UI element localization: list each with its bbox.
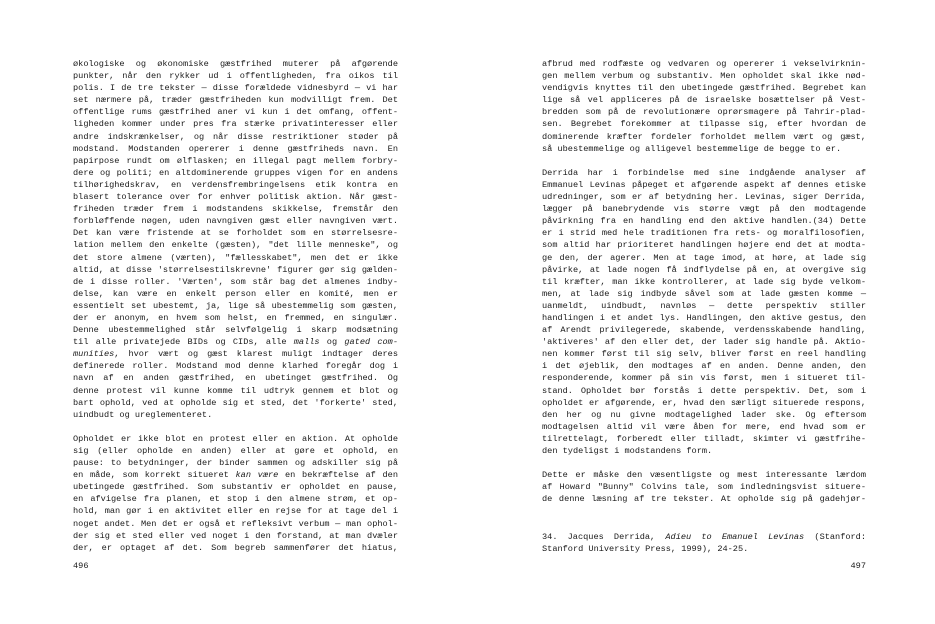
text-line: dere og politi; en altdominerende gruppes vigen for en andens — [73, 167, 398, 178]
paragraph — [73, 433, 398, 554]
text-line: opholdet er afgørende, er, hvad den særligt situerede respons, — [542, 397, 866, 408]
text-line: uanmeldt, uindbudt, navnløs — dette perspektiv stiller — [542, 300, 866, 311]
text-line: Emmanuel Levinas påpeget et afgørende aspekt af dennes etiske — [542, 179, 866, 190]
text-line: men, at lade sig indbyde såvel som at lade gæsten komme — — [542, 288, 866, 299]
text-line: noget andet. Men det er også et refleksivt verbum — man ophol- — [73, 518, 398, 529]
text-line: definerede roller. Modstand mod denne klarhed foregår dog i — [73, 361, 398, 372]
text-line: 'aktiveres' af den eller det, der lader sig handle på. Aktio- — [542, 337, 866, 348]
text-line: stand. Opholdet bør forstås i dette perspektiv. Det, som i — [542, 385, 866, 396]
text-line: bredden som på de revolutionære oprørsmagere på Tahrir-plad- — [542, 107, 866, 118]
text-line: denne protest vil kunne komme til udtryk gennem et blot og — [73, 385, 398, 396]
text-line: i det øjeblik, den modtages af en anden. Denne anden, den — [542, 361, 866, 372]
text-line: uindbudt og ureglementeret. — [73, 409, 213, 420]
text-line: blasert tolerance over for enhver politisk aktion. Når gæst- — [73, 192, 398, 203]
text-line: ubetingede gæstfrihed. Som substantiv er opholdet en pause, — [73, 482, 398, 493]
text-line: er i strid med hele traditionen fra rets- og moralfilosofien, — [542, 228, 866, 239]
text-line: handlingen i et andet lys. Handlingen, den aktive gestus, den — [542, 312, 866, 323]
text-line: Derrida har i forbindelse med sine indgående analyser af — [542, 167, 866, 178]
text-line: ligheden kommer under pres fra stærke privatinteresser eller — [73, 119, 398, 130]
text-line: navn af en anden gæstfrihed, en ubetinget gæstfrihed. Og — [73, 373, 398, 384]
text-line: Stanford University Press, 1999), 24-25. — [542, 544, 749, 555]
text-line: der, er optaget af det. Som begreb sammenfører det hiatus, — [73, 542, 398, 553]
text-line: nen kommer først til sig selv, bliver først en reel handling — [542, 349, 866, 360]
text-line: gen mellem verbum og substantiv. Men opholdet skal ikke nød- — [542, 71, 866, 82]
paragraph — [542, 469, 866, 505]
paragraph — [73, 58, 398, 421]
text-line: afbrud med rodfæste og vedvaren og opererer i vekselvirknin- — [542, 59, 866, 69]
text-line: lige så vel appliceres på de israelske bosættelser på Vest- — [542, 95, 866, 106]
text-line: altid, at disse 'størrelsestilskrevne' figurer gør sig gælden- — [73, 264, 398, 275]
footnote — [542, 531, 866, 555]
text-line: lægger på banebrydende vis større vægt på den modtagende — [542, 204, 866, 215]
text-line: bart ophold, ved at opholde sig et sted, det 'forkerte' sted, — [73, 397, 398, 408]
left-page-text — [73, 58, 398, 554]
text-line: udredninger, som er af betydning her. Levinas, siger Derrida, — [542, 192, 866, 203]
text-line: tilrettelagt, forberedt eller tilladt, skimter vi gæstfrihe- — [542, 433, 866, 444]
text-line: responderende, kommer på sin vis først, men i situeret til- — [542, 373, 866, 384]
text-line: Denne ubestemmelighed står selvfølgelig i skarp modsætning — [73, 325, 398, 336]
text-line: munities, hvor vært og gæst klarest muligt indtager deres — [73, 349, 398, 360]
text-line: sig (eller opholde en anden) eller at gøre et ophold, en — [73, 446, 398, 456]
text-line: Det kan være fristende at se forholdet som en størrelsesre- — [73, 228, 398, 239]
text-line: friheden træder frem i modstandens skikkelse, fremstår den — [73, 204, 398, 215]
paragraph — [542, 531, 866, 555]
text-line: forbløffende nøgen, uden navngiven gæst eller navngiven vært. — [73, 216, 398, 227]
text-line: de i disse roller. 'Værten', som står bag det almenes indby- — [73, 276, 398, 287]
text-line: Opholdet er ikke blot en protest eller en aktion. At opholde — [73, 433, 398, 444]
paragraph — [542, 58, 866, 155]
text-line: polis. I de tre tekster — disse forældede vidnesbyrd — vi har — [73, 83, 398, 94]
text-line: offentlige rums gæstfrihed aner vi kun i det omfang, offent- — [73, 107, 398, 118]
text-line: så ubestemmelige og alligevel bestemmelige de begge to er. — [542, 143, 842, 154]
text-line: påvirkning fra en handling end den aktive handlen.(34) Dette — [542, 216, 866, 227]
text-line: pause: to betydninger, der binder sammen og adskiller sig på — [73, 458, 398, 469]
text-line: den her og nu givne modtagelighed lader ske. Og eftersom — [542, 409, 866, 420]
text-line: ge den, der agerer. Men at tage imod, at høre, at lade sig — [542, 252, 866, 263]
page-number-right: 497 — [850, 561, 866, 571]
text-line: lation mellem den enkelte (gæsten), "det lille menneske", og — [73, 240, 398, 251]
text-line: der sig et sted eller ved noget i den forstand, at man dvæler — [73, 530, 398, 541]
right-page-text — [542, 58, 866, 505]
text-line: set nærmere på, træder gæstfriheden kun modvilligt frem. Det — [73, 95, 398, 106]
text-line: de denne læsning af tre tekster. At opholde sig på gadehjør- — [542, 494, 866, 505]
text-line: modtagelsen altid vil være åben for mere, end hvad som er — [542, 421, 866, 432]
text-line: af Howard "Bunny" Colvins tale, som indledningsvist situere- — [542, 482, 866, 493]
text-line: punkter, når den rykker ud i offentligheden, fra oikos til — [73, 71, 398, 82]
text-line: påvirke, at lade nogen få indflydelse på en, at overgive sig — [542, 264, 866, 275]
text-line: den tydeligst i modstandens form. — [542, 446, 713, 456]
text-line: sen. Begrebet forekommer at tilpasse sig, efter hvordan de — [542, 119, 866, 130]
text-line: delse, kan være en enkelt person eller en komité, men er — [73, 288, 398, 299]
paragraph — [542, 167, 866, 457]
text-line: dominerende kræfter fordeler forholdet mellem vært og gæst, — [542, 131, 866, 142]
text-line: en måde, som korrekt situeret kan være en bekræftelse af den — [73, 470, 398, 481]
text-line: Dette er måske den væsentligste og mest interessante lærdom — [542, 470, 866, 481]
text-line: papirpose rundt om ølflasken; en illegal pagt mellem forbry- — [73, 155, 398, 166]
text-line: andre indskrænkelser, og når disse restriktioner støder på — [73, 131, 398, 142]
text-line: af Arendt privilegerede, skabende, verdensskabende handling, — [542, 325, 866, 336]
text-line: økologiske og økonomiske gæstfrihed muterer på afgørende — [73, 59, 398, 69]
text-line: modstand. Modstanden opererer i denne gæstfriheds navn. En — [73, 143, 398, 154]
text-line: til alle privatejede BIDs og CIDs, alle malls og gated com- — [73, 337, 398, 348]
text-line: hold, man gør i en aktivitet eller en rejse for at tage del i — [73, 506, 398, 517]
text-line: tilhørighedskrav, en verdensfrembringelsens etik kontra en — [73, 179, 398, 190]
text-line: 34. Jacques Derrida, Adieu to Emanuel Levinas (Stanford: — [542, 532, 866, 542]
text-line: til kræfter, man ikke kontrollerer, at lade sig byde velkom- — [542, 276, 866, 287]
text-line: vendigvis knyttes til den ubetingede gæstfrihed. Begrebet kan — [542, 83, 866, 94]
text-line: det store almene (værten), "fællesskabet", men det er ikke — [73, 252, 398, 263]
text-line: der er anonym, en hvem som helst, en fremmed, en singulær. — [73, 312, 398, 323]
text-line: en afvigelse fra planen, et stop i den almene strøm, et op- — [73, 494, 398, 505]
page-number-left: 496 — [73, 561, 89, 571]
text-line: essentielt set ubestemt, ja, lige så ubestemmelig som gæsten, — [73, 300, 398, 311]
text-line: som altid har prioriteret handlingen højere end det at modta- — [542, 240, 866, 251]
